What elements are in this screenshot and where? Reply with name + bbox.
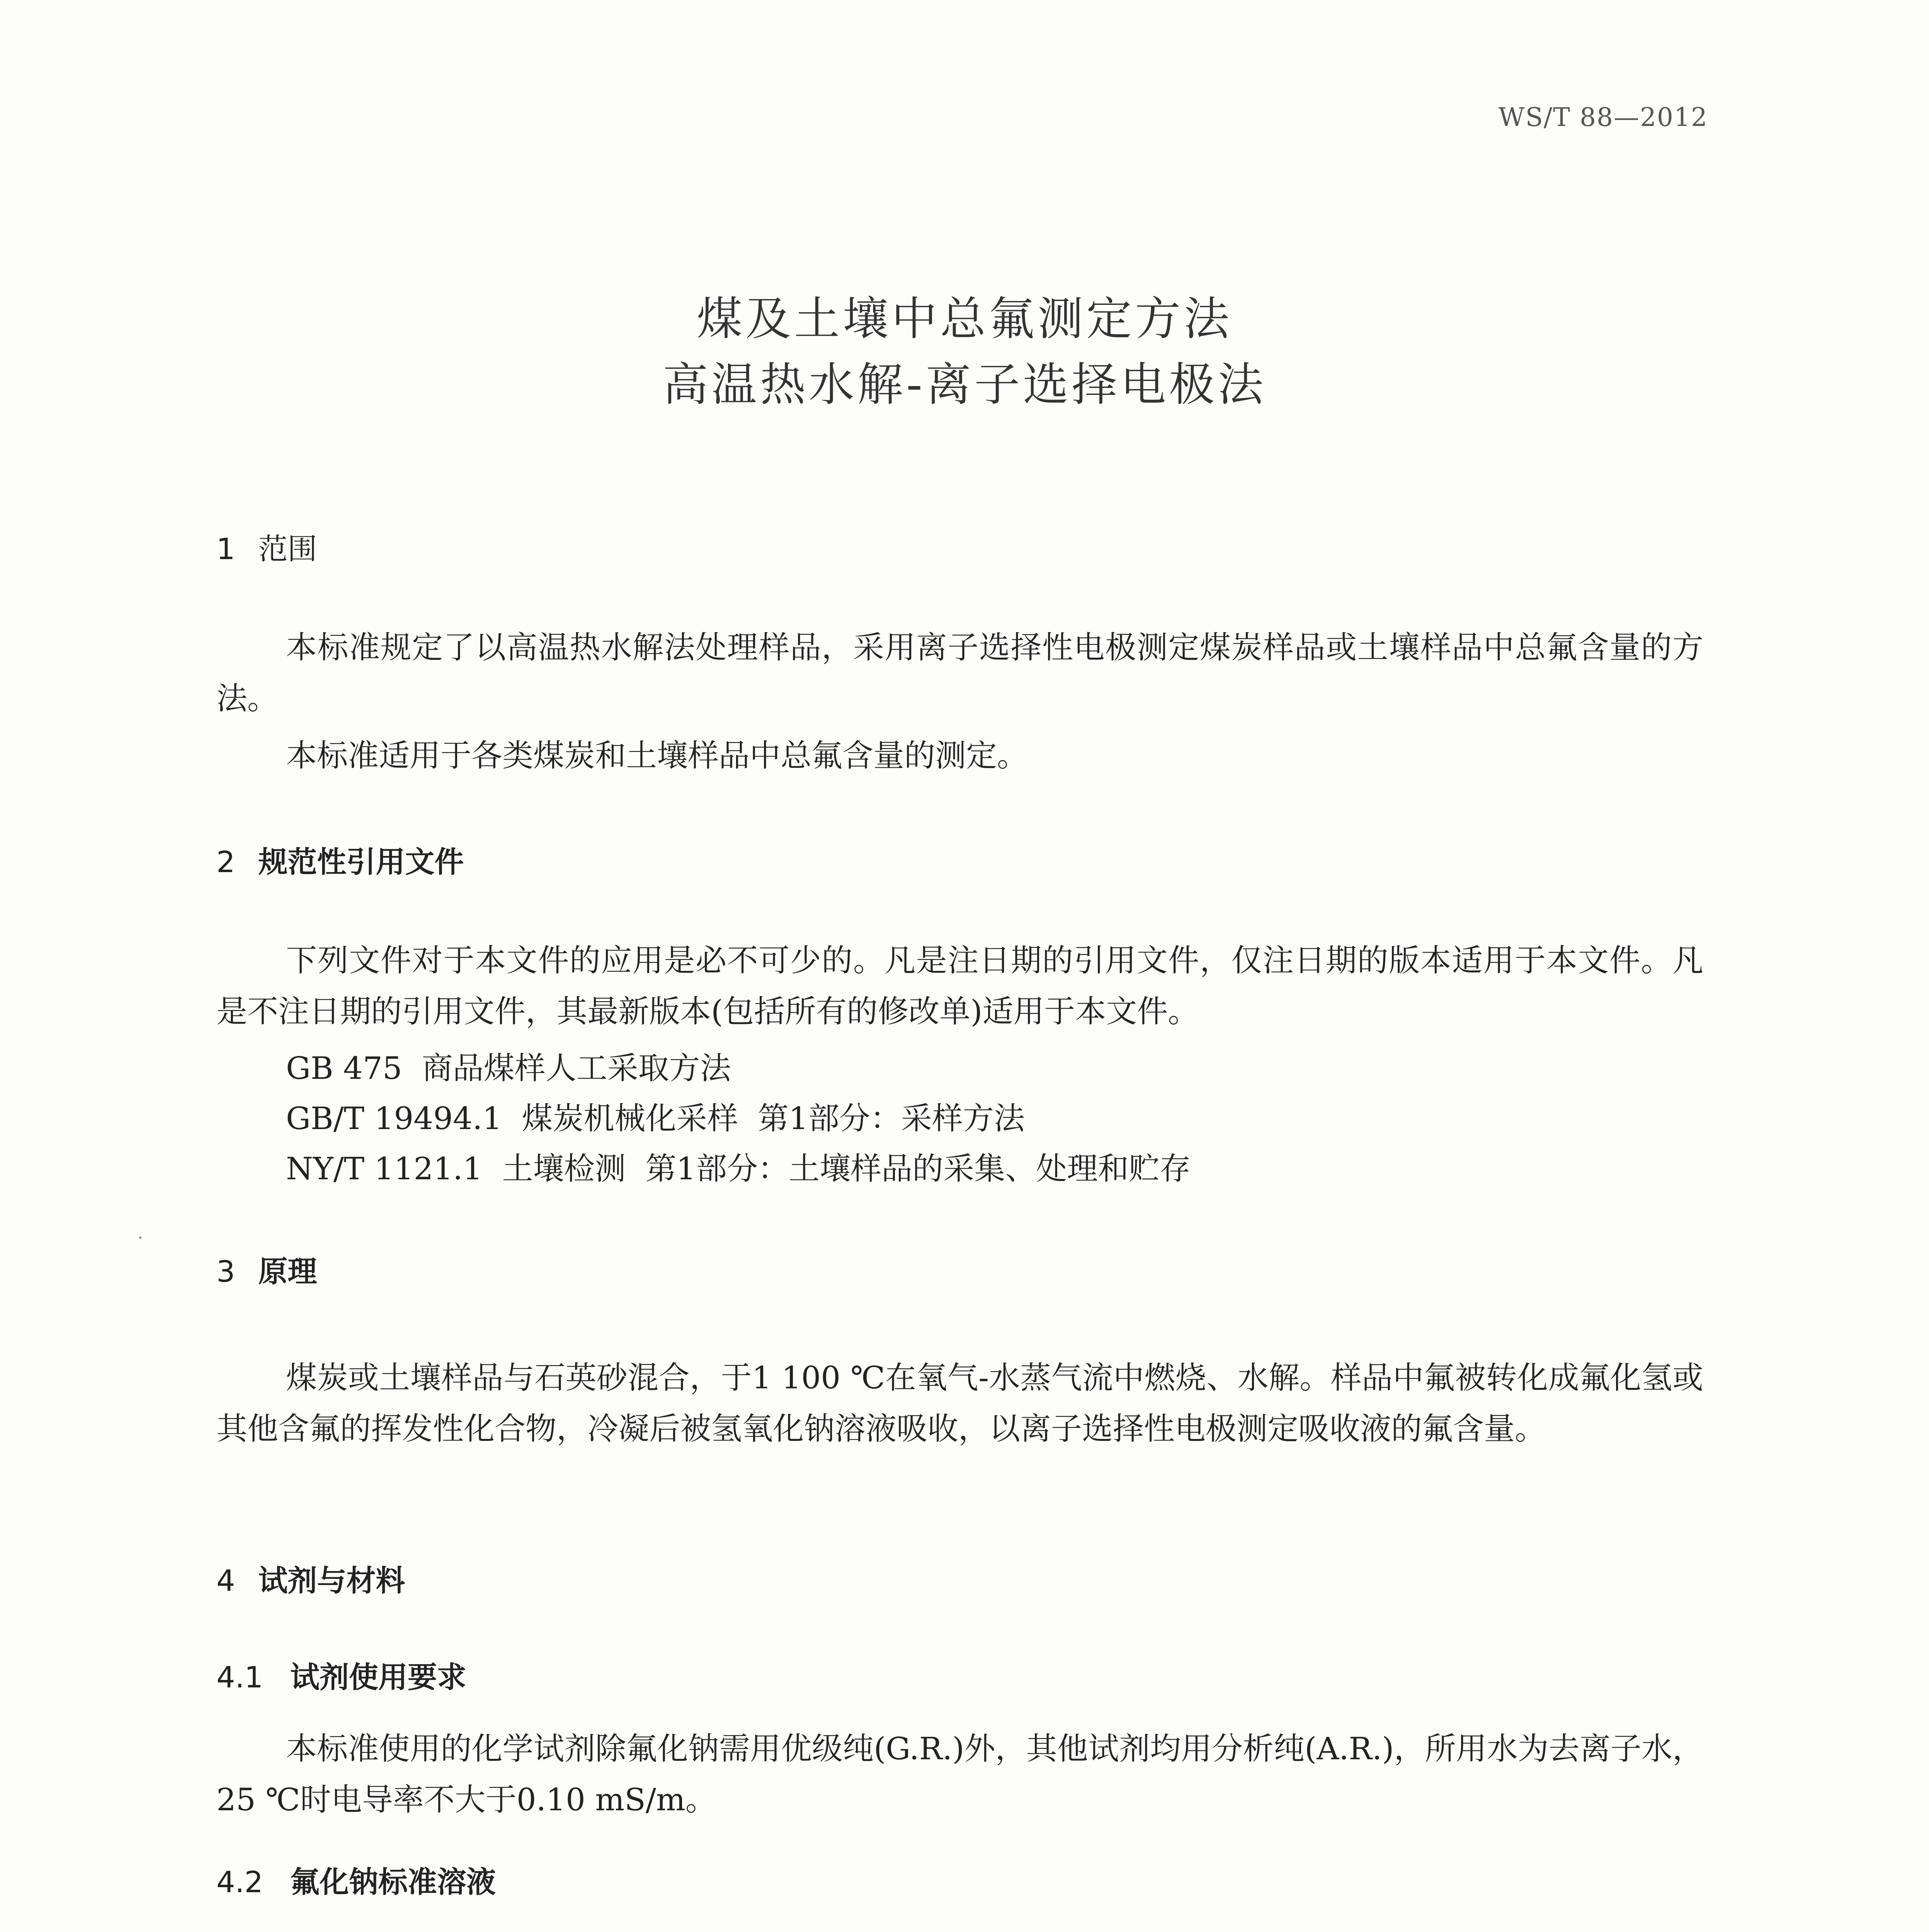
reference-item: GB 475 商品煤样人工采取方法 bbox=[286, 1050, 731, 1086]
section-1-heading bbox=[216, 526, 317, 568]
section-3-paragraph-1: 煤炭或土壤样品与石英砂混合，于1 100 ℃在氧气-水蒸气流中燃烧、水解。样品中氟被转化成氟化氢或其他含氟的挥发性化合物，冷凝后被氢氧化钠溶液吸收，以离子选择性电极测定吸收液的氟含量。 bbox=[216, 1360, 1703, 1447]
section-number: 3 bbox=[216, 1254, 235, 1289]
section-title: 试剂与材料 bbox=[258, 1563, 405, 1598]
section-number: 4.1 bbox=[216, 1660, 263, 1694]
reference-item: NY/T 1121.1 土壤检测 第1部分：土壤样品的采集、处理和贮存 bbox=[286, 1151, 1191, 1187]
subsection-4-1-heading bbox=[216, 1654, 466, 1696]
section-number: 4 bbox=[216, 1563, 235, 1598]
reference-item: GB/T 19494.1 煤炭机械化采样 第1部分：采样方法 bbox=[286, 1100, 1025, 1136]
section-1-paragraph-2: 本标准适用于各类煤炭和土壤样品中总氟含量的测定。 bbox=[286, 738, 1028, 774]
standard-code: WS/T 88—2012 bbox=[1498, 102, 1708, 132]
section-number: 4.2 bbox=[216, 1865, 263, 1899]
subsection-4-1-paragraph: 本标准使用的化学试剂除氟化钠需用优级纯(G.R.)外，其他试剂均用分析纯(A.R.)，所用水为去离子水，25 ℃时电导率不大于0.10 mS/m。 bbox=[216, 1731, 1703, 1818]
section-4-heading bbox=[216, 1557, 405, 1599]
document-title-line2: 高温热水解-离子选择电极法 bbox=[662, 358, 1267, 411]
document-title-line1: 煤及土壤中总氟测定方法 bbox=[696, 292, 1232, 345]
section-title: 范围 bbox=[258, 532, 317, 566]
section-title: 氟化钠标准溶液 bbox=[290, 1865, 496, 1899]
section-1-paragraph-1: 本标准规定了以高温热水解法处理样品，采用离子选择性电极测定煤炭样品或土壤样品中总氟含量的方法。 bbox=[216, 629, 1703, 716]
section-title: 试剂使用要求 bbox=[290, 1660, 466, 1694]
scan-speck bbox=[139, 1236, 141, 1239]
section-2-paragraph-1: 下列文件对于本文件的应用是必不可少的。凡是注日期的引用文件，仅注日期的版本适用于本文件。凡是不注日期的引用文件，其最新版本(包括所有的修改单)适用于本文件。 bbox=[216, 942, 1703, 1029]
section-title: 规范性引用文件 bbox=[258, 845, 464, 879]
section-title: 原理 bbox=[258, 1254, 317, 1289]
section-3-heading bbox=[216, 1248, 317, 1290]
subsection-4-2-heading bbox=[216, 1859, 496, 1901]
section-number: 2 bbox=[216, 845, 235, 879]
section-2-heading bbox=[216, 838, 464, 881]
section-number: 1 bbox=[216, 532, 235, 566]
